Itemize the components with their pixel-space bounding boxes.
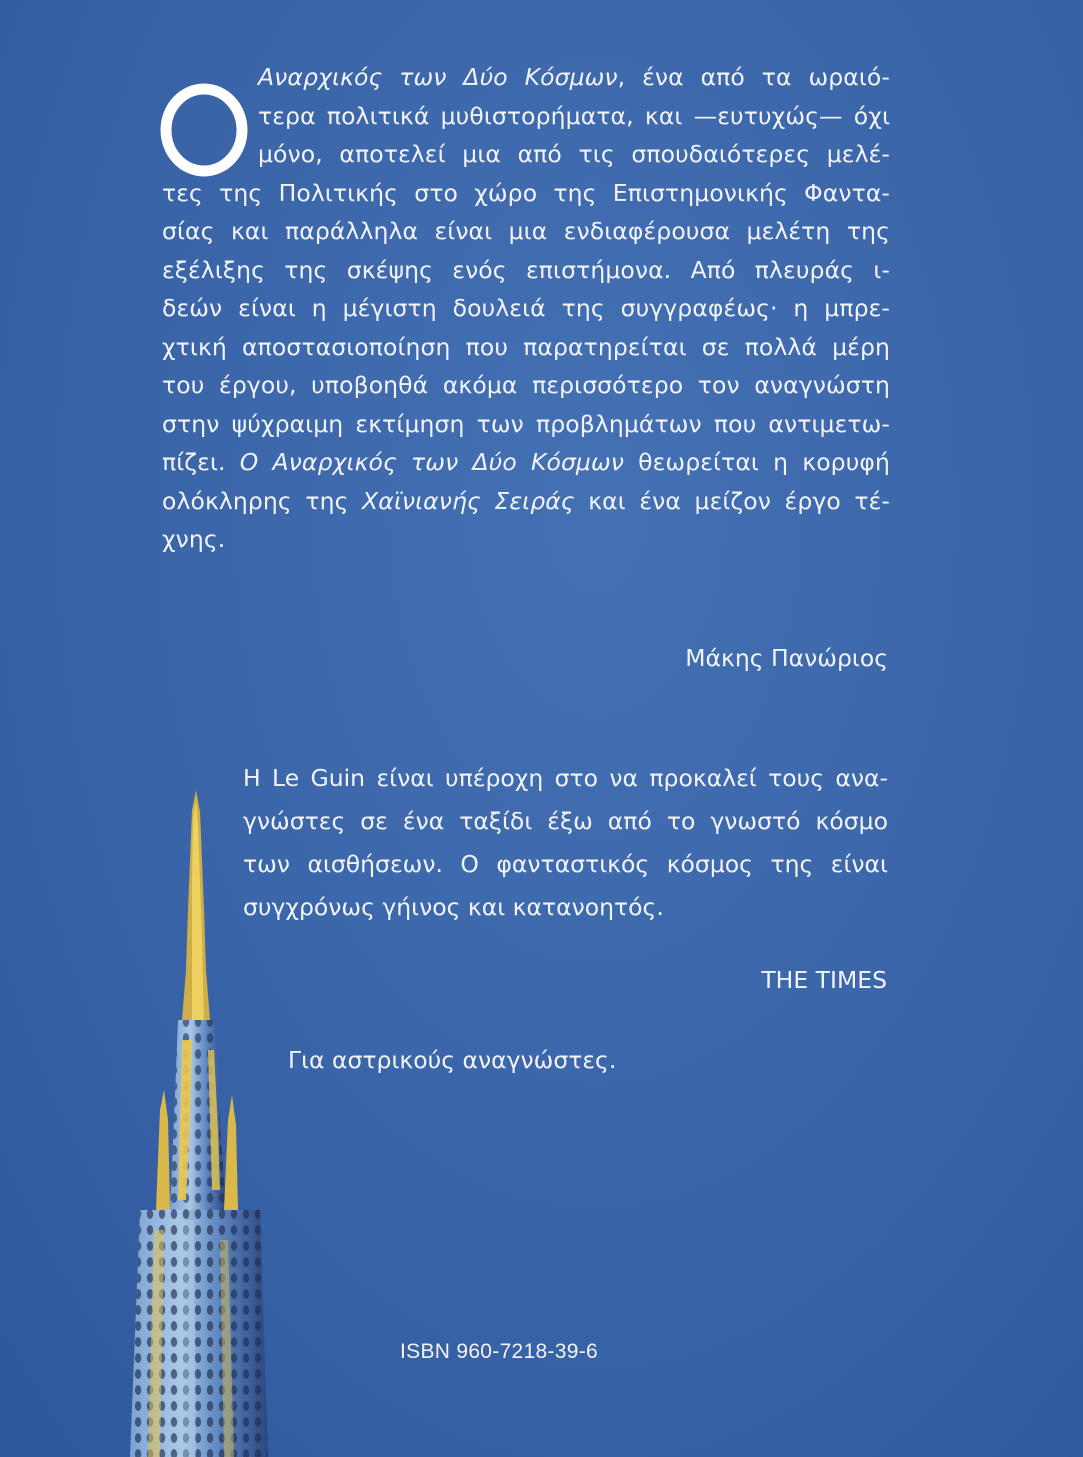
text-line: στην ψύχραιμη εκτίμηση των προβλημάτων που αντιμετω-	[162, 409, 890, 438]
text-line: των αισθήσεων. Ο φανταστικός κόσμος της είναι	[243, 850, 888, 878]
text-line: ολόκληρης της Χαϊνιανής Σειράς και ένα μείζον έργο τέ-	[162, 486, 891, 515]
text-line: συγχρόνως γήινος και κατανοητός.	[243, 893, 664, 921]
text-line: σίας και παράλληλα είναι μια ενδιαφέρουσα μελέτη της	[162, 217, 890, 245]
review-source: THE TIMES	[761, 966, 887, 994]
isbn-number: ISBN 960-7218-39-6	[400, 1340, 599, 1363]
review-signature: Μάκης Πανώριος	[685, 644, 888, 672]
review-paragraph-2	[243, 757, 888, 929]
text-line: Αναρχικός των Δύο Κόσμων, ένα από τα ωραιό-	[258, 63, 890, 91]
text-line: εξέλιξης της σκέψης ενός επιστήμονα. Από πλευράς ι-	[162, 255, 890, 284]
text-line: του έργου, υποβοηθά ακόμα περισσότερο τον αναγνώστη	[162, 371, 890, 399]
text-line: τες της Πολιτικής στο χώρο της Επιστημονικής Φαντα-	[162, 178, 890, 207]
text-line: τερα πολιτικά μυθιστορήματα, και —ευτυχώς— όχι	[258, 101, 890, 130]
tagline: Για αστρικούς αναγνώστες.	[288, 1046, 617, 1074]
spire-illustration-icon	[120, 790, 290, 1457]
drop-cap-letter-icon	[156, 82, 252, 178]
review-paragraph-1	[162, 58, 891, 559]
text-line: χνης.	[162, 525, 226, 553]
text-line: μόνο, αποτελεί μια από τις σπουδαιότερες μελέ-	[258, 140, 890, 168]
text-line: πίζει. Ο Αναρχικός των Δύο Κόσμων θεωρείται η κορυφή	[162, 448, 890, 476]
text-line: δεών είναι η μέγιστη δουλειά της συγγραφέως· η μπρε-	[162, 294, 890, 322]
text-line: χτική αποστασιοποίηση που παρατηρείται σε πολλά μέρη	[162, 332, 890, 361]
text-line: Η Le Guin είναι υπέροχη στο να προκαλεί τους ανα-	[243, 764, 888, 792]
text-line: γνώστες σε ένα ταξίδι έξω από το γνωστό κόσμο	[243, 807, 888, 835]
